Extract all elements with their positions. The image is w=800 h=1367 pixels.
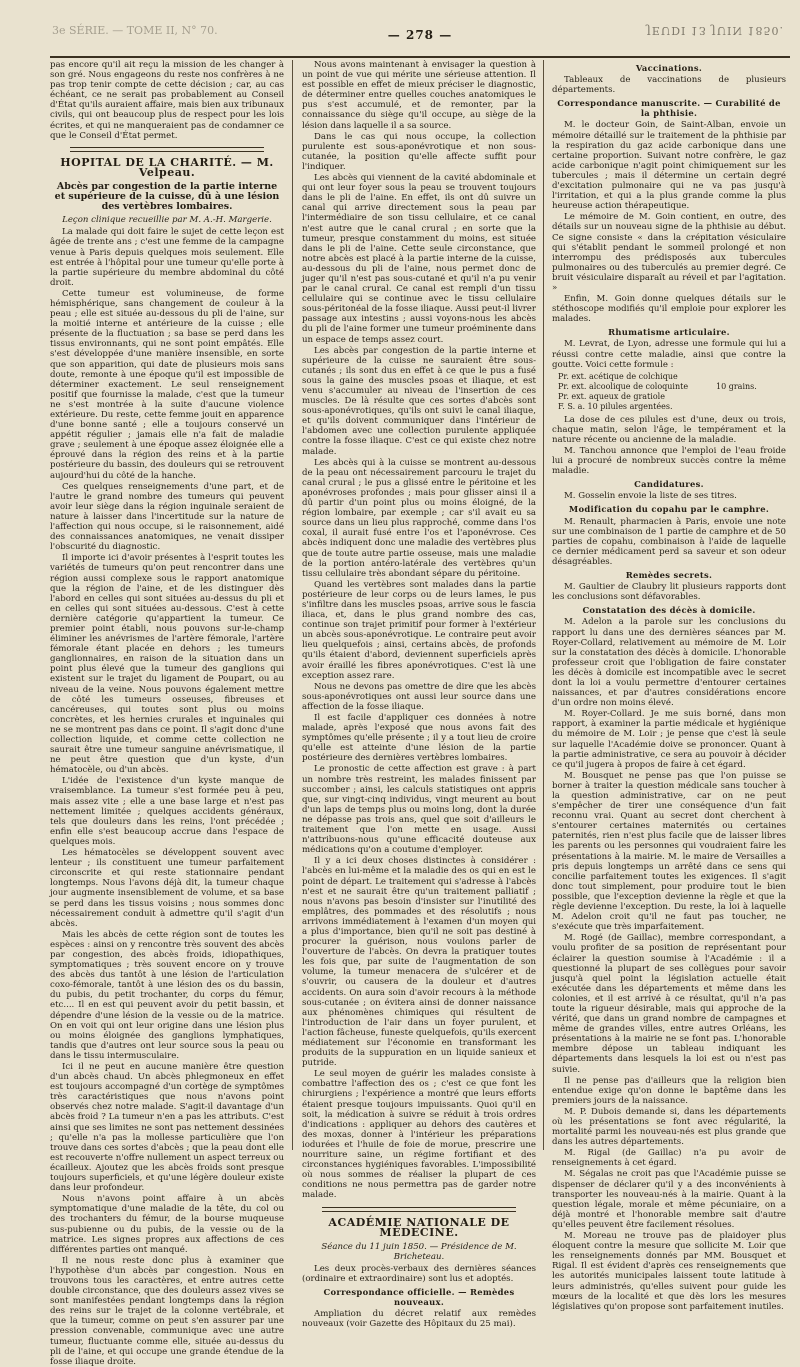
paragraph: Dans le cas qui nous occupe, la collection purulente est sous-aponévrotique et non sous-cutanée, la position qu'elle affecte suffit pour l'indiquer. xyxy=(302,131,536,172)
paragraph: M. Royer-Collard. Je me suis borné, dans mon rapport, à examiner la partie médicale et hygiénique du mémoire de M. Loir ; je pense que c'est là seule sur laquelle l'Académie doive se prononcer. Quant à la partie administrative, ce sera au pouvoir à décider ce qu'il jugera à propos de faire à cet égard. xyxy=(552,709,786,770)
paragraph: pas encore qu'il ait reçu la mission de les changer à son gré. Nous engageons du reste nos confrères à ne pas trop tenir compte de cette décision ; car, au cas échéant, ce ne serait pas probablement au Conseil d'État qu'ils auraient affaire, mais bien aux tribunaux civils, qui ont beaucoup plus de respect pour les lois écrites, et qui ne manqueraient pas de condamner ce que le Conseil d'État permet. xyxy=(50,60,284,141)
paragraph: M. Ségalas ne croit pas que l'Académie puisse se dispenser de déclarer qu'il y a des inconvénients à transporter les nouveau-nés à la mairie. Quant à la question légale, morale et même pécuniaire, on a déjà montré et l'honorable membre sait d'autre qu'elles peuvent être facilement résolues. xyxy=(552,1169,786,1230)
paragraph: Le pronostic de cette affection est grave : à part un nombre très restreint, les malades finissent par succomber ; ainsi, les calculs statistiques ont appris que, sur vingt-cinq individus, vingt meurent au bout d'un laps de temps plus ou moins long, dont la durée ne dépasse pas trois ans, quel que soit d'ailleurs le traitement que l'on mette en usage. Aussi n'attribuons-nous qu'une efficacité douteuse aux médications qu'on a coutume d'employer. xyxy=(302,764,536,856)
column-divider xyxy=(543,60,544,1150)
paragraph: Cette tumeur est volumineuse, de forme hémisphérique, sans changement de couleur à la peau ; elle est située au-dessous du pli de l'aine, sur la moitié interne et antérieure de la cuisse ; elle présente de la fluctuation ; sa base se perd dans les tissus environnants, qui ne sont point empâtés. Elle s'est développée d'une manière insensible, en sorte que son apparition, qui date de plusieurs mois sans doute, remonte à une époque qu'il est impossible de déterminer exactement. Le seul renseignement positif que fournisse la malade, c'est que la tumeur ne s'est montrée à la suite d'aucune violence extérieure. Du reste, cette femme jouit en apparence d'une bonne santé ; elle a toujours conservé un appétit régulier ; jamais elle n'a fait de maladie grave ; seulement à une époque assez éloignée elle a éprouvé dans la région des reins et à la partie postérieure du bassin, des douleurs qui se retrouvent aujourd'hui du côté de la hanche. xyxy=(50,288,284,481)
subhead-correspondance-manuscrite: Correspondance manuscrite. — Curabilité de la phthisie. xyxy=(557,98,781,119)
column-2 xyxy=(302,60,536,1330)
subhead-candidatures: Candidatures. xyxy=(634,479,704,490)
section-title-academie: ACADÉMIE NATIONALE DE MÉDECINE. xyxy=(328,1215,510,1239)
paragraph: M. le docteur Goin, de Saint-Alban, envoie un mémoire détaillé sur le traitement de la phthisie par la respiration du gaz acide carbonique dans une certaine proportion. Suivant notre confrère, le gaz acide carbonique n'agit point chimiquement sur les tubercules ; mais il détermine un certain degré d'excitation pulmonaire qui ne va pas jusqu'à l'irritation, et qui a la plus grande comme la plus heureuse action thérapeutique. xyxy=(552,120,786,212)
column-3 xyxy=(552,60,786,1312)
lecon-byline: Leçon clinique recueillie par M. A.-H. Margerie. xyxy=(62,215,272,226)
column-divider xyxy=(292,60,293,1150)
formula-row: Pr. ext. alcoolique de coloquinte 10 grains. xyxy=(558,381,757,391)
paragraph: Il ne nous reste donc plus à examiner que l'hypothèse d'un abcès par congestion. Nous en trouvons tous les caractères, et entre autres cette double circonstance, que des douleurs assez vives se sont manifestées pendant longtemps dans la région des reins sur le trajet de la colonne vertébrale, et que la tumeur, comme on peut s'en assurer par une pression convenable, communique avec une autre tumeur, fluctuante comme elle, située au-dessus du pli de l'aine, et qui occupe une grande étendue de la fosse iliaque droite. xyxy=(50,1255,284,1367)
paragraph: M. Moreau ne trouve pas de plaidoyer plus éloquent contre la mesure que sollicite M. Loir que les renseignements donnés par MM. Bousquet et Rigal. Il est évident d'après ces renseignements que les autorités municipales laissent toute latitude à leurs administrés, qu'elles suivent pour guide les mœurs de la localité et que dès lors les mesures législatives qu'on propose sont parfaitement inutiles. xyxy=(552,1231,786,1312)
paragraph: M. Renault, pharmacien à Paris, envoie une note sur une combinaison de 1 partie de camphre et de 50 parties de copahu, combinaison à l'aide de laquelle ce dernier médicament perd sa saveur et son odeur désagréables. xyxy=(552,516,786,567)
section-subtitle-abces: Abcès par congestion de la partie interne et supérieure de la cuisse, dû à une lésion des vertèbres lombaires. xyxy=(54,180,280,213)
paragraph: Le seul moyen de guérir les malades consiste à combattre l'affection des os ; c'est ce que font les chirurgiens ; l'expérience a montré que leurs efforts étaient presque toujours impuissants. Quoi qu'il en soit, la médication à suivre se réduit à trois ordres d'indications : appliquer au dehors des cautères et des moxas, donner à l'intérieur les préparations iodurées et l'huile de foie de morue, prescrire une nourriture saine, un régime fortifiant et des circonstances hygiéniques favorables. L'impossibilité où nous sommes de réaliser la plupart de ces conditions ne nous permettra pas de garder notre malade. xyxy=(302,1069,536,1201)
header-left-text: 3e SÉRIE. — TOME II, N° 70. xyxy=(52,24,218,37)
paragraph: Nous avons maintenant à envisager la question à un point de vue qui mérite une sérieuse attention. Il est possible en effet de mieux préciser le diagnostic, de déterminer entre quelles couches anatomiques le pus s'est accumulé, et de remonter, par la connaissance du siège qu'il occupe, au siège de la lésion dans laquelle il a sa source. xyxy=(302,60,536,131)
subhead-constatation-deces: Constatation des décès à domicile. xyxy=(582,605,756,616)
header-right-text: JEUDI 13 JUIN 1850. xyxy=(646,24,784,37)
page-number: — 278 — xyxy=(387,28,453,42)
section-divider xyxy=(70,147,264,152)
paragraph: M. Gosselin envoie la liste de ses titres. xyxy=(564,491,737,502)
paragraph: M. Bousquet ne pense pas que l'on puisse se borner à traiter la question médicale sans toucher à la question administrative, car on ne peut s'empêcher de tirer une conséquence d'un fait reconnu vrai. Quant au secret dont cherchent à s'entourer certaines maternités ou certaines paternités, rien n'est plus facile que de laisser libres les parents ou les personnes qui voudraient faire les présentations à la mairie. M. le maire de Versailles a pris depuis longtemps un arrêté dans ce sens qui concilie parfaitement toutes les exigences. Il s'agit donc tout simplement, pour produire tout le bien possible, que l'exception devienne la règle et que la règle devienne l'exception. Du reste, la loi à laquelle M. Adelon croit qu'il ne faut pas toucher, ne s'exécute que très imparfaitement. xyxy=(552,770,786,933)
paragraph: Nous ne devons pas omettre de dire que les abcès sous-aponévrotiques ont aussi leur source dans une affection de la fosse iliaque. xyxy=(302,681,536,712)
paragraph: M. Gaultier de Claubry lit plusieurs rapports dont les conclusions sont défavorables. xyxy=(552,582,786,603)
paragraph: M. Tanchou annonce que l'emploi de l'eau froide lui a procuré de nombreux succès contre la même maladie. xyxy=(552,446,786,477)
paragraph: Ces quelques renseignements d'une part, et de l'autre le grand nombre des tumeurs qui peuvent avoir leur siège dans la région inguinale seraient de nature à laisser dans l'incertitude sur la nature de l'affection qui nous occupe, si le raisonnement, aidé des connaissances anatomiques, ne venait dissiper l'obscurité du diagnostic. xyxy=(50,481,284,553)
formula-row: Pr. ext. aqueux de gratiole xyxy=(558,391,665,401)
paragraph: Tableaux de vaccinations de plusieurs départements. xyxy=(552,75,786,96)
subhead-vaccinations: Vaccinations. xyxy=(635,63,703,73)
section-divider xyxy=(322,1207,516,1212)
paragraph: M. Rigal (de Gaillac) n'a pu avoir de renseignements à cet égard. xyxy=(552,1148,786,1169)
column-1 xyxy=(50,60,285,1367)
paragraph: M. Adelon a la parole sur les conclusions du rapport lu dans une des dernières séances par M. Royer-Collard, relativement au mémoire de M. Loir sur la constatation des décès à domicile. L'honorable professeur croit que l'obligation de faire constater les décès à domicile est incompatible avec le secret dont la loi a voulu permettre d'entourer certaines naissances, et par d'autres considérations encore d'un ordre non moins élevé. xyxy=(552,617,786,709)
paragraph: L'idée de l'existence d'un kyste manque de vraisemblance. La tumeur s'est formée peu à peu, mais assez vite ; elle a une base large et n'est pas nettement limitée ; quelques accidents généraux, tels que douleurs dans les reins, l'ont précédée ; enfin elle s'est beaucoup accrue dans l'espace de quelques mois. xyxy=(50,776,284,847)
paragraph: M. Levrat, de Lyon, adresse une formule qui lui a réussi contre cette maladie, ainsi que contre la goutte. Voici cette formule : xyxy=(552,339,786,370)
paragraph: Il y a ici deux choses distinctes à considérer : l'abcès en lui-même et la maladie des os qui en est le point de départ. Le traitement qui s'adresse à l'abcès n'est et ne saurait être qu'un traitement palliatif ; nous n'avons pas besoin d'insister sur l'inutilité des emplâtres, des pommades et des résolutifs ; nous arrivons immédiatement à l'examen d'un moyen qui a plus d'importance, bien qu'il ne soit pas destiné à procurer la guérison, nous voulons parler de l'ouverture de l'abcès. On devra la pratiquer toutes les fois que, par suite de l'augmentation de son volume, la tumeur menacera de s'ulcérer et de s'ouvrir, ou causera de la douleur et d'autres accidents. On aura soin d'avoir recours à la méthode sous-cutanée ; on évitera ainsi de donner naissance aux phénomènes chimiques qui résultent de l'introduction de l'air dans un foyer purulent, et l'action fâcheuse, funeste quelquefois, qu'ils exercent médiatement sur l'économie en transformant les produits de la suppuration en un liquide sanieux et putride. xyxy=(302,856,536,1069)
paragraph: Les deux procès-verbaux des dernières séances (ordinaire et extraordinaire) sont lus et adoptés. xyxy=(302,1263,536,1284)
paragraph: Ampliation du décret relatif aux remèdes nouveaux (voir Gazette des Hôpitaux du 25 mai). xyxy=(302,1309,536,1330)
paragraph: Il est facile d'appliquer ces données à notre malade, après l'exposé que nous avons fait des symptômes qu'elle présente ; il y a tout lieu de croire qu'elle est atteinte d'une lésion de la partie postérieure des dernières vertèbres lombaires. xyxy=(302,713,536,764)
subhead-rhumatisme: Rhumatisme articulaire. xyxy=(608,327,730,338)
paragraph: Quand les vertèbres sont malades dans la partie postérieure de leur corps ou de leurs lames, le pus s'infiltre dans les muscles psoas, arrive sous le fascia iliaca, et, dans le plus grand nombre des cas, continue son trajet primitif pour former à l'extérieur un abcès sous-aponévrotique. Le contraire peut avoir lieu quelquefois ; ainsi, certains abcès, de profonds qu'ils étaient d'abord, deviennent superficiels après avoir éraillé les fibres aponévrotiques. C'est là une exception assez rare. xyxy=(302,579,536,681)
paragraph: La dose de ces pilules est d'une, deux ou trois, chaque matin, selon l'âge, le tempérament et la nature récente ou ancienne de la maladie. xyxy=(552,414,786,445)
formula-row: F. S. a. 10 pilules argentées. xyxy=(558,401,673,411)
paragraph: Il ne pense pas d'ailleurs que la religion bien entendue exige qu'on donne le baptême dans les premiers jours de la naissance. xyxy=(552,1075,786,1106)
paragraph: Les abcès qui viennent de la cavité abdominale et qui ont leur foyer sous la peau se trouvent toujours dans le pli de l'aine. En effet, ils ont dû suivre un canal qui arrive directement sous la peau par l'intermédiaire de son tissu cellulaire, et ce canal n'est autre que le canal crural ; en sorte que la tumeur, presque constamment du moins, est située dans le pli de l'aine. Cette seule circonstance, que notre abcès est placé à la partie interne de la cuisse, au-dessous du pli de l'aine, nous permet donc de juger qu'il n'est pas sous-cutané et qu'il n'a pu venir par le canal crural. Ce canal est rempli d'un tissu cellulaire qui se continue avec le tissu cellulaire sous-péritonéal de la fosse iliaque. Aussi peut-il livrer passage aux intestins ; aussi voyons-nous les abcès du pli de l'aine former une tumeur proéminente dans un espace de temps assez court. xyxy=(302,173,536,345)
page-header xyxy=(50,22,790,52)
paragraph: Les hématocèles se développent souvent avec lenteur ; ils constituent une tumeur parfaitement circonscrite et qui reste stationnaire pendant longtemps. Nous l'avons déjà dit, la tumeur chaque jour augmente insensiblement de volume, et sa base se perd dans les tissus voisins ; nous sommes donc nécessairement conduit à admettre qu'il s'agit d'un abcès. xyxy=(50,848,284,929)
paragraph: Nous n'avons point affaire à un abcès symptomatique d'une maladie de la tête, du col ou des trochanters du fémur, de la bourse muqueuse sus-pubienne ou du pubis, de la vessie ou de la matrice. Les signes propres aux affections de ces différentes parties ont manqué. xyxy=(50,1194,284,1255)
subhead-remedes-secrets: Remèdes secrets. xyxy=(625,570,713,581)
paragraph: Enfin, M. Goin donne quelques détails sur le stéthoscope modifiés qu'il emploie pour explorer les malades. xyxy=(552,294,786,325)
paragraph: Le mémoire de M. Goin contient, en outre, des détails sur un nouveau signe de la phthisie au début. Ce signe consiste « dans la crépitation vésiculaire qui s'établit pendant le sommeil prolongé et non interrompu des prédisposés aux tubercules pulmonaires ou des tuberculés au premier degré. Ce bruit vésiculaire disparaît au réveil et par l'agitation. » xyxy=(552,212,786,293)
paragraph: M. P. Dubois demande si, dans les départements où les présentations se font avec régularité, la mortalité parmi les nouveau-nés est plus grande que dans les autres départements. xyxy=(552,1106,786,1148)
formula-block xyxy=(558,372,786,412)
paragraph: M. Rogé (de Gaillac), membre correspondant, a voulu profiter de sa position de représentant pour éclairer la question soumise à l'Académie : il a questionné la plupart de ses collègues pour savoir jusqu'à quel point la législation actuelle était exécutée dans les départements et même dans les colonies, et il est arrivé à ce résultat, qu'il n'a pas toute la rigueur désirable, mais qui approche de la vérité, que dans un grand nombre de campagnes et même de grandes villes, entre autres Orléans, les présentations à la mairie ne se font pas. L'honorable membre dépose un tableau indiquant les départements dans lesquels la loi est ou n'est pas suivie. xyxy=(552,933,786,1075)
paragraph: Mais les abcès de cette région sont de toutes les espèces : ainsi on y rencontre très souvent des abcès par congestion, des abcès froids, idiopathiques, symptomatiques ; très souvent encore on y trouve des abcès dus tantôt à une lésion de l'articulation coxo-fémorale, tantôt à une lésion des os du bassin, du pubis, du petit trochanter, du corps du fémur, etc.... Il en est qui peuvent avoir du petit bassin, et dépendre d'une lésion de la vessie ou de la matrice. On en voit qui ont leur origine dans une lésion plus ou moins éloignée des ganglions lymphatiques, tandis que d'autres ont leur source sous la peau ou dans le tissu intermusculaire. xyxy=(50,929,284,1061)
formula-row: Pr. ext. acétique de colchique xyxy=(558,371,678,381)
paragraph: Il importe ici d'avoir présentes à l'esprit toutes les variétés de tumeurs qu'on peut rencontrer dans une région aussi complexe sous le rapport anatomique que la région de l'aine, et de les distinguer dès l'abord en celles qui sont situées au-dessus du pli et en celles qui sont situées au-dessous. C'est à cette dernière catégorie qu'appartient la tumeur. Ce premier point établi, nous pouvons sur-le-champ éliminer les anévrismes de l'artère fémorale, l'artère fémorale étant placée en dehors ; les tumeurs ganglionnaires, en raison de la situation dans un point plus élevé que la tumeur des ganglions qui existent sur le trajet du ligament de Poupart, ou au niveau de la veine. Nous pouvons également mettre de côté les tumeurs osseuses, fibreuses et cancéreuses, qui toutes sont plus ou moins concrètes, et les hernies crurales et inguinales qui ne se montrent pas dans ce point. Il s'agit donc d'une collection liquide, et comme cette collection ne saurait être une tumeur sanguine anévrismatique, il ne peut être question que d'un kyste, d'un hématocèle, ou d'un abcès. xyxy=(50,553,284,776)
subhead-correspondance: Correspondance officielle. — Remèdes nouveaux. xyxy=(323,1287,515,1308)
subhead-copahu: Modification du copahu par le camphre. xyxy=(568,504,770,515)
section-title-hopital: HOPITAL DE LA CHARITÉ. — M. Velpeau. xyxy=(60,155,274,179)
seance-line: Séance du 11 juin 1850. — Présidence de M. Bricheteau. xyxy=(321,1241,517,1262)
paragraph: Les abcès qui à la cuisse se montrent au-dessous de la peau ont nécessairement parcouru le trajet du canal crural ; le pus a glissé entre le péritoine et les aponévroses profondes ; mais pour glisser ainsi il a dû partir d'un point plus ou moins éloigné, de la région lombaire, par exemple ; car s'il avait eu sa source dans un lieu plus rapproché, comme dans l'os coxal, il aurait fusé entre l'os et l'aponévrose. Ces abcès indiquent donc une maladie des vertèbres plus que de toute autre partie osseuse, mais une maladie de la portion antéro-latérale des vertèbres qu'un tissu cellulaire très abondant sépare du péritoine. xyxy=(302,457,536,579)
paragraph: La malade qui doit faire le sujet de cette leçon est âgée de trente ans ; c'est une femme de la campagne venue à Paris depuis quelques mois seulement. Elle est entrée à l'hôpital pour une tumeur qu'elle porte à la partie supérieure du membre abdominal du côté droit. xyxy=(50,227,284,288)
paragraph: Ici il ne peut en aucune manière être question d'un abcès chaud. Un abcès phlegmoneux en effet est toujours accompagné d'un cortège de symptômes très caractéristiques que nous n'avons point observés chez notre malade. S'agit-il davantage d'un abcès froid ? La tumeur n'en a pas les attributs. C'est ainsi que ses limites ne sont pas nettement dessinées ; qu'elle n'a pas la mollesse particulière que l'on trouve dans ces sortes d'abcès ; que la peau dont elle est recouverte n'offre nullement un aspect terreux ou écailleux. Ajoutez que les abcès froids sont presque toujours superficiels, et qu'une légère douleur existe dans leur profondeur. xyxy=(50,1062,285,1194)
header-rule xyxy=(50,56,790,58)
paragraph: Les abcès par congestion de la partie interne et supérieure de la cuisse ne sauraient être sous-cutanés ; ils sont dus en effet à ce que le pus a fusé sous la gaine des muscles psoas et iliaque, et est venu s'accumuler au niveau de l'insertion de ces muscles. De là résulte que ces sortes d'abcès sont sous-aponévrotiques, qu'ils ont suivi le canal iliaque, et qu'ils doivent communiquer dans l'intérieur de l'abdomen avec une collection purulente appliquée contre la fosse iliaque. C'est ce qui existe chez notre malade. xyxy=(302,345,536,457)
